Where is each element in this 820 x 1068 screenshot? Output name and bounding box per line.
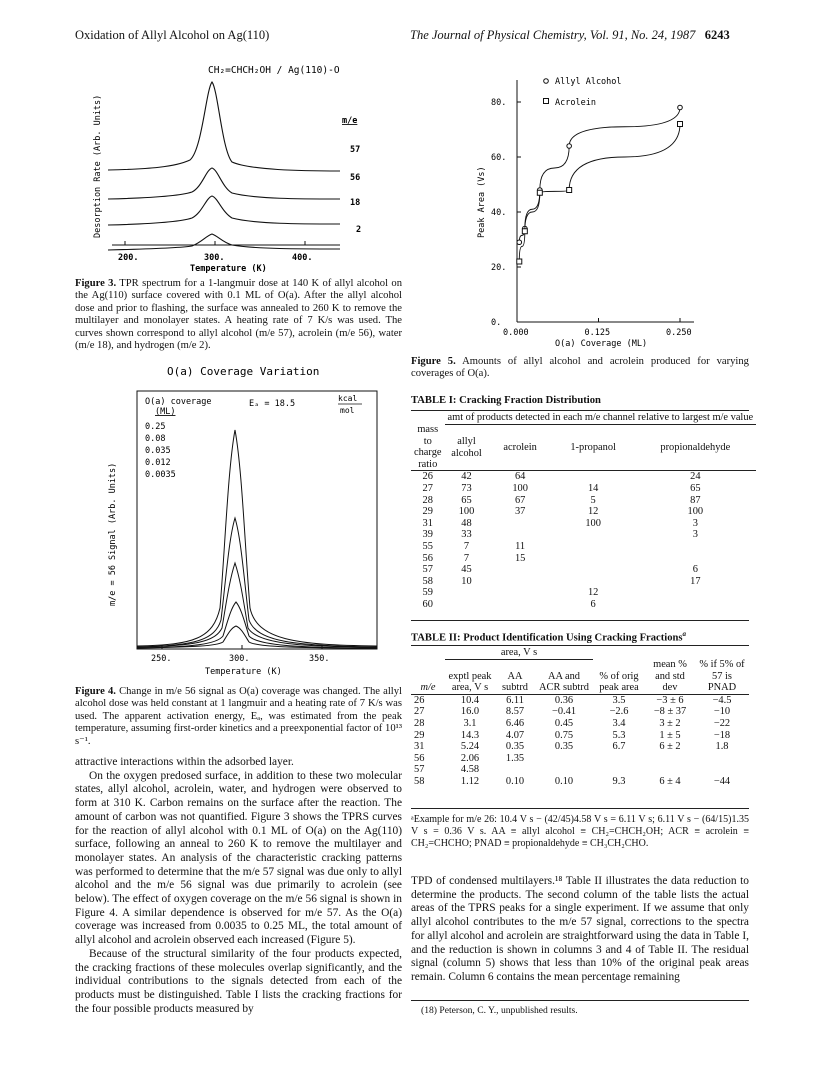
table-cell — [445, 587, 489, 599]
table-cell: 2.06 — [460, 752, 480, 764]
table-1-bottom-rule — [411, 620, 749, 621]
table-2-col-4: % of orig peak area — [599, 670, 639, 694]
figure-3-trace-57 — [108, 82, 340, 171]
figure-4-coverage-5: 0.0035 — [145, 470, 176, 480]
table-row — [411, 587, 756, 599]
table-cell — [552, 529, 635, 541]
table-cell: 16.0 — [460, 706, 480, 718]
table-row — [411, 471, 756, 483]
table-cell — [593, 764, 645, 776]
table-2-span-header: area, V s — [445, 647, 593, 659]
figure-5-legend-acrolein: Acrolein — [555, 98, 596, 108]
figure-4-legend-header: O(a) coverage — [145, 397, 212, 407]
table-2-title-note: a — [682, 630, 687, 638]
table-row — [411, 564, 756, 576]
body-left-paragraph-3: Because of the structural similarity of the four products expected, the cracking fractions of these molecules overlap significantly, and the individual contributions to the signals detected from each of the products must be distinguished. Table I lists the cracking fractions for the four possible products measured by — [75, 947, 402, 1015]
table-cell: 0.75 — [554, 729, 574, 741]
table-cell: 6 — [590, 599, 596, 610]
table-cell: 28 — [422, 494, 433, 506]
figure-3-xtick-1: 200. — [118, 253, 139, 263]
table-cell: 60 — [422, 599, 433, 610]
table-cell: −22 — [713, 718, 731, 730]
table-2-col-3: AA and ACR subtrd — [539, 670, 589, 694]
table-cell: 6.11 — [506, 694, 524, 706]
table-cell — [489, 529, 552, 541]
figure-5-point-acrolein — [567, 188, 572, 193]
table-cell: 14 — [587, 483, 599, 495]
table-row — [411, 741, 749, 753]
figure-5-caption-text: Amounts of allyl alcohol and acrolein produced for varying coverages of O(a). — [411, 356, 749, 380]
figure-4-caption — [75, 686, 402, 748]
figure-3-ylabel: Desorption Rate (Arb. Units) — [93, 94, 103, 238]
table-cell: −8 ± 37 — [653, 706, 687, 718]
table-cell: 3.4 — [612, 718, 626, 730]
figure-5-point-acrolein — [678, 122, 683, 127]
figure-4-xtick-2: 300. — [229, 654, 250, 664]
figure-5-line-allyl-alcohol — [519, 108, 680, 243]
table-cell: 37 — [514, 506, 526, 518]
table-cell: 6 ± 4 — [659, 776, 681, 788]
table-cell: −0.41 — [551, 706, 577, 718]
figure-5-caption-label: Figure 5. — [411, 356, 456, 367]
table-cell: 12 — [587, 587, 599, 599]
table-cell: 0.10 — [505, 776, 525, 788]
table-cell: 100 — [512, 483, 528, 495]
table-2-title-text: TABLE II: Product Identification Using Cracking Fractions — [411, 632, 683, 644]
figure-3-trace-56 — [108, 168, 340, 199]
table-cell: 58 — [422, 575, 433, 587]
table-cell: 87 — [690, 494, 701, 506]
reference-rule — [411, 1000, 749, 1001]
figure-3-label-57: 57 — [350, 145, 361, 155]
figure-5-ylabel: Peak Area (Vs) — [477, 166, 487, 238]
figure-4-trace-0.25 — [137, 430, 377, 646]
figure-3-caption-label: Figure 3. — [75, 278, 117, 289]
table-cell: −18 — [713, 729, 731, 741]
table-cell: 39 — [422, 529, 433, 541]
table-row — [411, 529, 756, 541]
table-cell — [593, 753, 645, 765]
figure-4 — [95, 358, 405, 680]
figure-4-trace-0.012 — [137, 602, 377, 648]
table-cell: 1.12 — [460, 776, 480, 788]
figure-3-plot — [80, 50, 395, 275]
table-cell — [645, 753, 695, 765]
figure-3-label-2: 2 — [356, 225, 362, 235]
table-cell: 5.24 — [460, 741, 480, 753]
figure-4-coverage-2: 0.08 — [145, 434, 166, 444]
table-cell: 48 — [461, 517, 472, 529]
table-cell: 28 — [414, 718, 425, 730]
figure-5-point-allyl-alcohol — [517, 240, 522, 245]
table-cell: 33 — [461, 529, 472, 541]
table-cell: 57 — [414, 764, 425, 776]
figure-4-coverage-3: 0.035 — [145, 446, 171, 456]
figure-4-energy: Eₐ = 18.5 — [249, 399, 296, 409]
table-2-body — [411, 694, 749, 787]
table-cell: 7 — [463, 541, 470, 553]
table-cell: 6 — [692, 564, 698, 576]
table-cell — [695, 764, 749, 776]
table-cell: 4.07 — [505, 729, 525, 741]
running-header-right — [410, 28, 730, 43]
table-cell — [635, 541, 757, 553]
table-cell — [489, 599, 552, 611]
table-cell: 24 — [690, 471, 701, 483]
figure-3-trace-18 — [108, 196, 340, 225]
table-cell: 55 — [422, 541, 433, 553]
figure-5-ytick-label: 40. — [491, 208, 507, 218]
table-cell: −3 ± 6 — [656, 694, 684, 706]
table-cell: −10 — [713, 706, 731, 718]
table-cell: 29 — [414, 729, 425, 741]
figure-4-coverage-4: 0.012 — [145, 458, 171, 468]
figure-3-legend-header: m/e — [342, 116, 358, 126]
table-cell: 0.35 — [554, 741, 574, 753]
table-cell: 9.3 — [612, 776, 626, 788]
table-cell: 10.4 — [460, 694, 480, 706]
figure-5-point-allyl-alcohol — [678, 105, 683, 110]
body-right-paragraph: TPD of condensed multilayers.¹⁸ Table II illustrates the data reduction to determine the products. The second column of the table lists the actual areas of the TPRS peaks for a single experiment. If we assume that only allyl alcohol contributes to the m/e 57 signal, corrections to the spectra for allyl alcohol and acrolein are straightforward using the data in Table I, and the reduction is shown in columns 3 and 4 of Table II. The residual signal (column 5) shows that less than 10% of the original peak areas remain. Column 6 contains the mean percentage remaining — [411, 875, 749, 983]
table-row — [411, 706, 749, 718]
table-cell: 27 — [414, 706, 425, 718]
table-cell: 6 ± 2 — [659, 741, 681, 753]
figure-3-xtick-2: 300. — [204, 253, 225, 263]
table-cell: 0.36 — [554, 694, 574, 706]
body-text-right — [411, 875, 749, 985]
figure-5-ytick-label: 80. — [491, 98, 507, 108]
figure-5-ytick-label: 20. — [491, 263, 507, 273]
table-cell: 65 — [461, 494, 472, 506]
table-2-footnote: ᵃExample for m/e 26: 10.4 V s − (42/45)4.58 V s = 6.11 V s; 6.11 V s − (64/15)1.35 V s = 0.36 V s. AA ≡ allyl alcohol ≡ CH₂=CHCH₂OH; ACR ≡ acrolein ≡ CH₂=CHCHO; PNAD ≡ propionaldehyde ≡ CH₃CH₂CHO. — [411, 814, 749, 849]
table-cell: 31 — [422, 517, 433, 529]
table-cell: 1 ± 5 — [659, 729, 681, 741]
body-left-paragraph-1: attractive interactions within the adsorbed layer. — [75, 756, 294, 768]
table-cell: 3 — [692, 529, 698, 541]
table-cell — [635, 599, 757, 611]
table-cell: 3.1 — [463, 718, 477, 730]
table-cell: 8.57 — [505, 706, 525, 718]
table-cell: 5 — [590, 494, 596, 506]
figure-4-energy-unit-num: kcal — [338, 394, 358, 403]
body-left-paragraph-2: On the oxygen predosed surface, in addition to these two molecular states, allyl alcohol, acrolein, water, and hydrogen were observed to form at 310 K. Carbon remains on the surface after the reaction. The amount of carbon was not quantified. Figure 3 shows the TPRS curves for the reaction of allyl alcohol with 0.1 ML of O(a) on the Ag(110) surface, following an anneal to 260 K to remove the multilayer and monolayer states. An analysis of the characteristic cracking patterns was performed to determine that the m/e 57 signal was due only to allyl alcohol and the m/e 56 signal was due primarily to acrolein (see below). The effect of oxygen coverage on the m/e 56 signal is shown in Figure 4. A similar dependence is observed for m/e 57. As the O(a) coverage was increased from 0.0035 to 0.25 ML, the total amount of allyl alcohol and acrolein observed each increased (Figure 5). — [75, 769, 402, 947]
table-row — [411, 764, 749, 776]
table-cell — [552, 541, 635, 553]
reference-18: (18) Peterson, C. Y., unpublished results. — [421, 1005, 578, 1016]
table-row — [411, 483, 756, 495]
table-row — [411, 506, 756, 518]
figure-4-xtick-3: 350. — [309, 654, 330, 664]
table-cell: 6.7 — [612, 741, 626, 753]
table-2-col-5: mean % and std dev — [653, 659, 687, 694]
table-cell: 100 — [687, 506, 704, 518]
table-1 — [411, 412, 754, 611]
running-header-left: Oxidation of Allyl Alcohol on Ag(110) — [75, 28, 270, 42]
figure-3 — [80, 50, 395, 275]
table-cell: 27 — [422, 483, 433, 495]
table-row — [411, 753, 749, 765]
table-cell — [535, 753, 593, 765]
figure-5 — [462, 50, 722, 350]
table-cell: 26 — [414, 694, 425, 706]
body-text-left — [75, 756, 402, 1016]
table-cell — [635, 553, 757, 565]
table-2 — [411, 647, 749, 788]
table-2-bottom-rule — [411, 808, 749, 809]
table-cell: −4.5 — [712, 694, 732, 706]
figure-3-xlabel: Temperature (K) — [190, 264, 267, 274]
figure-3-label-18: 18 — [350, 198, 361, 208]
table-cell — [552, 576, 635, 588]
table-cell: 3 — [692, 517, 698, 529]
table-cell — [552, 564, 635, 576]
table-row — [411, 576, 756, 588]
table-cell: 11 — [515, 541, 526, 553]
table-1-col-1: allyl alcohol — [451, 435, 482, 459]
figure-5-point-acrolein — [522, 229, 527, 234]
figure-5-point-acrolein — [537, 190, 542, 195]
table-2-top-rule — [411, 645, 749, 646]
table-cell — [695, 753, 749, 765]
table-cell: 14.3 — [460, 729, 480, 741]
table-cell: 56 — [414, 752, 425, 764]
figure-4-frame — [137, 391, 377, 649]
table-1-col-4: propionaldehyde — [660, 441, 731, 453]
table-1-title: TABLE I: Cracking Fraction Distribution — [411, 395, 601, 406]
table-cell: 65 — [690, 483, 701, 495]
table-cell: 3.5 — [612, 694, 626, 706]
figure-5-legend-marker-allyl-alcohol — [544, 79, 549, 84]
figure-4-caption-text: Change in m/e 56 signal as O(a) coverage was changed. The allyl alcohol dose was held constant at 1 langmuir and a heating rate of 7 K/s was used. The apparent activation energy, Eₐ, was estimated from the peak temperature, assuming first-order kinetics and a preexponential factor of 10¹³ s⁻¹. — [75, 686, 402, 747]
table-cell — [645, 764, 695, 776]
table-2-col-0: m/e — [420, 682, 436, 694]
figure-4-title: O(a) Coverage Variation — [167, 365, 320, 378]
figure-5-caption — [411, 356, 749, 381]
figure-3-label-56: 56 — [350, 173, 361, 183]
figure-4-coverage-1: 0.25 — [145, 422, 166, 432]
table-2-col-2: AA subtrd — [502, 670, 528, 694]
figure-5-point-allyl-alcohol — [567, 144, 572, 149]
table-cell: 42 — [461, 471, 472, 483]
figure-5-xlabel: O(a) Coverage (ML) — [555, 339, 648, 349]
table-cell: 7 — [463, 552, 470, 564]
figure-5-legend-allyl-alcohol: Allyl Alcohol — [555, 77, 622, 87]
table-1-top-rule — [411, 410, 749, 411]
table-cell: 64 — [514, 471, 526, 483]
table-1-col-3: 1-propanol — [570, 441, 616, 453]
figure-3-caption — [75, 278, 402, 352]
table-cell: 31 — [414, 741, 425, 753]
figure-3-xtick-3: 400. — [292, 253, 313, 263]
figure-4-energy-unit-den: mol — [340, 406, 355, 415]
table-row — [411, 541, 756, 553]
table-cell — [445, 599, 489, 611]
table-row — [411, 776, 749, 788]
figure-5-xtick-label: 0.125 — [584, 328, 611, 338]
figure-5-legend-marker-acrolein — [544, 99, 549, 104]
table-2-grid — [411, 647, 749, 788]
table-cell: 59 — [422, 587, 433, 599]
table-row — [411, 694, 749, 706]
table-2-title — [411, 630, 686, 644]
table-cell: 5.3 — [612, 729, 626, 741]
figure-5-line-acrolein — [519, 124, 680, 262]
table-cell — [552, 471, 635, 483]
table-2-col-6: % if 5% of 57 is PNAD — [699, 659, 745, 694]
table-cell: 0.35 — [505, 741, 525, 753]
table-cell: 17 — [690, 575, 701, 587]
table-cell: 100 — [585, 517, 601, 529]
table-cell: 26 — [422, 471, 433, 483]
figure-5-ytick-label: 0. — [491, 318, 502, 328]
table-cell: 56 — [422, 552, 433, 564]
table-cell: 45 — [461, 564, 472, 576]
table-row — [411, 495, 756, 507]
table-cell — [489, 518, 552, 530]
table-1-span-header: amt of products detected in each m/e channel relative to largest m/e value — [445, 412, 757, 424]
table-cell: 4.58 — [460, 764, 480, 776]
table-row — [411, 730, 749, 742]
figure-4-ylabel: m/e = 56 Signal (Arb. Units) — [108, 462, 118, 606]
table-cell — [552, 553, 635, 565]
table-cell: 100 — [458, 506, 475, 518]
table-row — [411, 599, 756, 611]
figure-4-caption-label: Figure 4. — [75, 686, 116, 697]
table-cell: 57 — [422, 564, 433, 576]
figure-4-trace-0.08 — [137, 518, 377, 647]
table-cell: −44 — [713, 776, 731, 788]
table-cell: 10 — [461, 575, 472, 587]
figure-5-xtick-label: 0.000 — [503, 328, 529, 338]
table-1-body — [411, 471, 756, 611]
table-cell: 67 — [514, 494, 526, 506]
figure-3-title: CH₂=CHCH₂OH / Ag(110)-O — [208, 65, 340, 76]
figure-5-xtick-label: 0.250 — [666, 328, 692, 338]
table-row — [411, 518, 756, 530]
table-cell — [489, 576, 552, 588]
figure-5-point-acrolein — [517, 259, 522, 264]
table-cell: 1.8 — [715, 741, 729, 753]
table-2-col-1: exptl peak area, V s — [448, 670, 492, 694]
table-cell: 58 — [414, 776, 425, 788]
table-cell: 29 — [422, 506, 433, 518]
table-1-col-2: acrolein — [503, 441, 537, 453]
figure-5-plot — [462, 50, 722, 350]
figure-3-caption-text: TPR spectrum for a 1-langmuir dose at 140 K of allyl alcohol on the Ag(110) surface covered with 0.1 ML of O(a). After the allyl alcohol dose and prior to flashing, the surface was annealed to 260 K to remove the multilayer and monolayer states. A heating rate of 7 K/s was used. The curves shown correspond to allyl alcohol (m/e 57), acrolein (m/e 56), water (m/e 18), and hydrogen (m/e 2). — [75, 278, 402, 352]
table-row — [411, 553, 756, 565]
page-number: 6243 — [704, 28, 730, 42]
table-cell — [489, 587, 552, 599]
figure-4-legend-unit: (ML) — [155, 407, 176, 417]
table-cell: 1.35 — [505, 752, 525, 764]
figure-5-ytick-label: 60. — [491, 153, 507, 163]
table-1-col-0: mass to charge ratio — [414, 424, 442, 470]
table-cell: 3 ± 2 — [659, 718, 681, 730]
figure-4-plot — [95, 358, 405, 680]
table-cell: 6.46 — [505, 718, 525, 730]
table-cell — [535, 764, 593, 776]
figure-4-xlabel: Temperature (K) — [205, 667, 282, 677]
figure-4-xtick-1: 250. — [151, 654, 172, 664]
table-cell — [489, 564, 552, 576]
figure-4-trace-0.035 — [137, 563, 377, 647]
table-cell — [635, 587, 757, 599]
table-cell: 0.10 — [554, 776, 574, 788]
table-cell: 0.45 — [554, 718, 574, 730]
table-row — [411, 718, 749, 730]
journal-citation: The Journal of Physical Chemistry, Vol. 91, No. 24, 1987 — [410, 28, 696, 42]
table-cell: −2.6 — [609, 706, 629, 718]
table-cell: 15 — [514, 552, 526, 564]
table-1-grid — [411, 412, 756, 611]
table-cell — [495, 764, 535, 776]
table-cell: 73 — [461, 483, 472, 495]
table-cell: 12 — [587, 506, 599, 518]
